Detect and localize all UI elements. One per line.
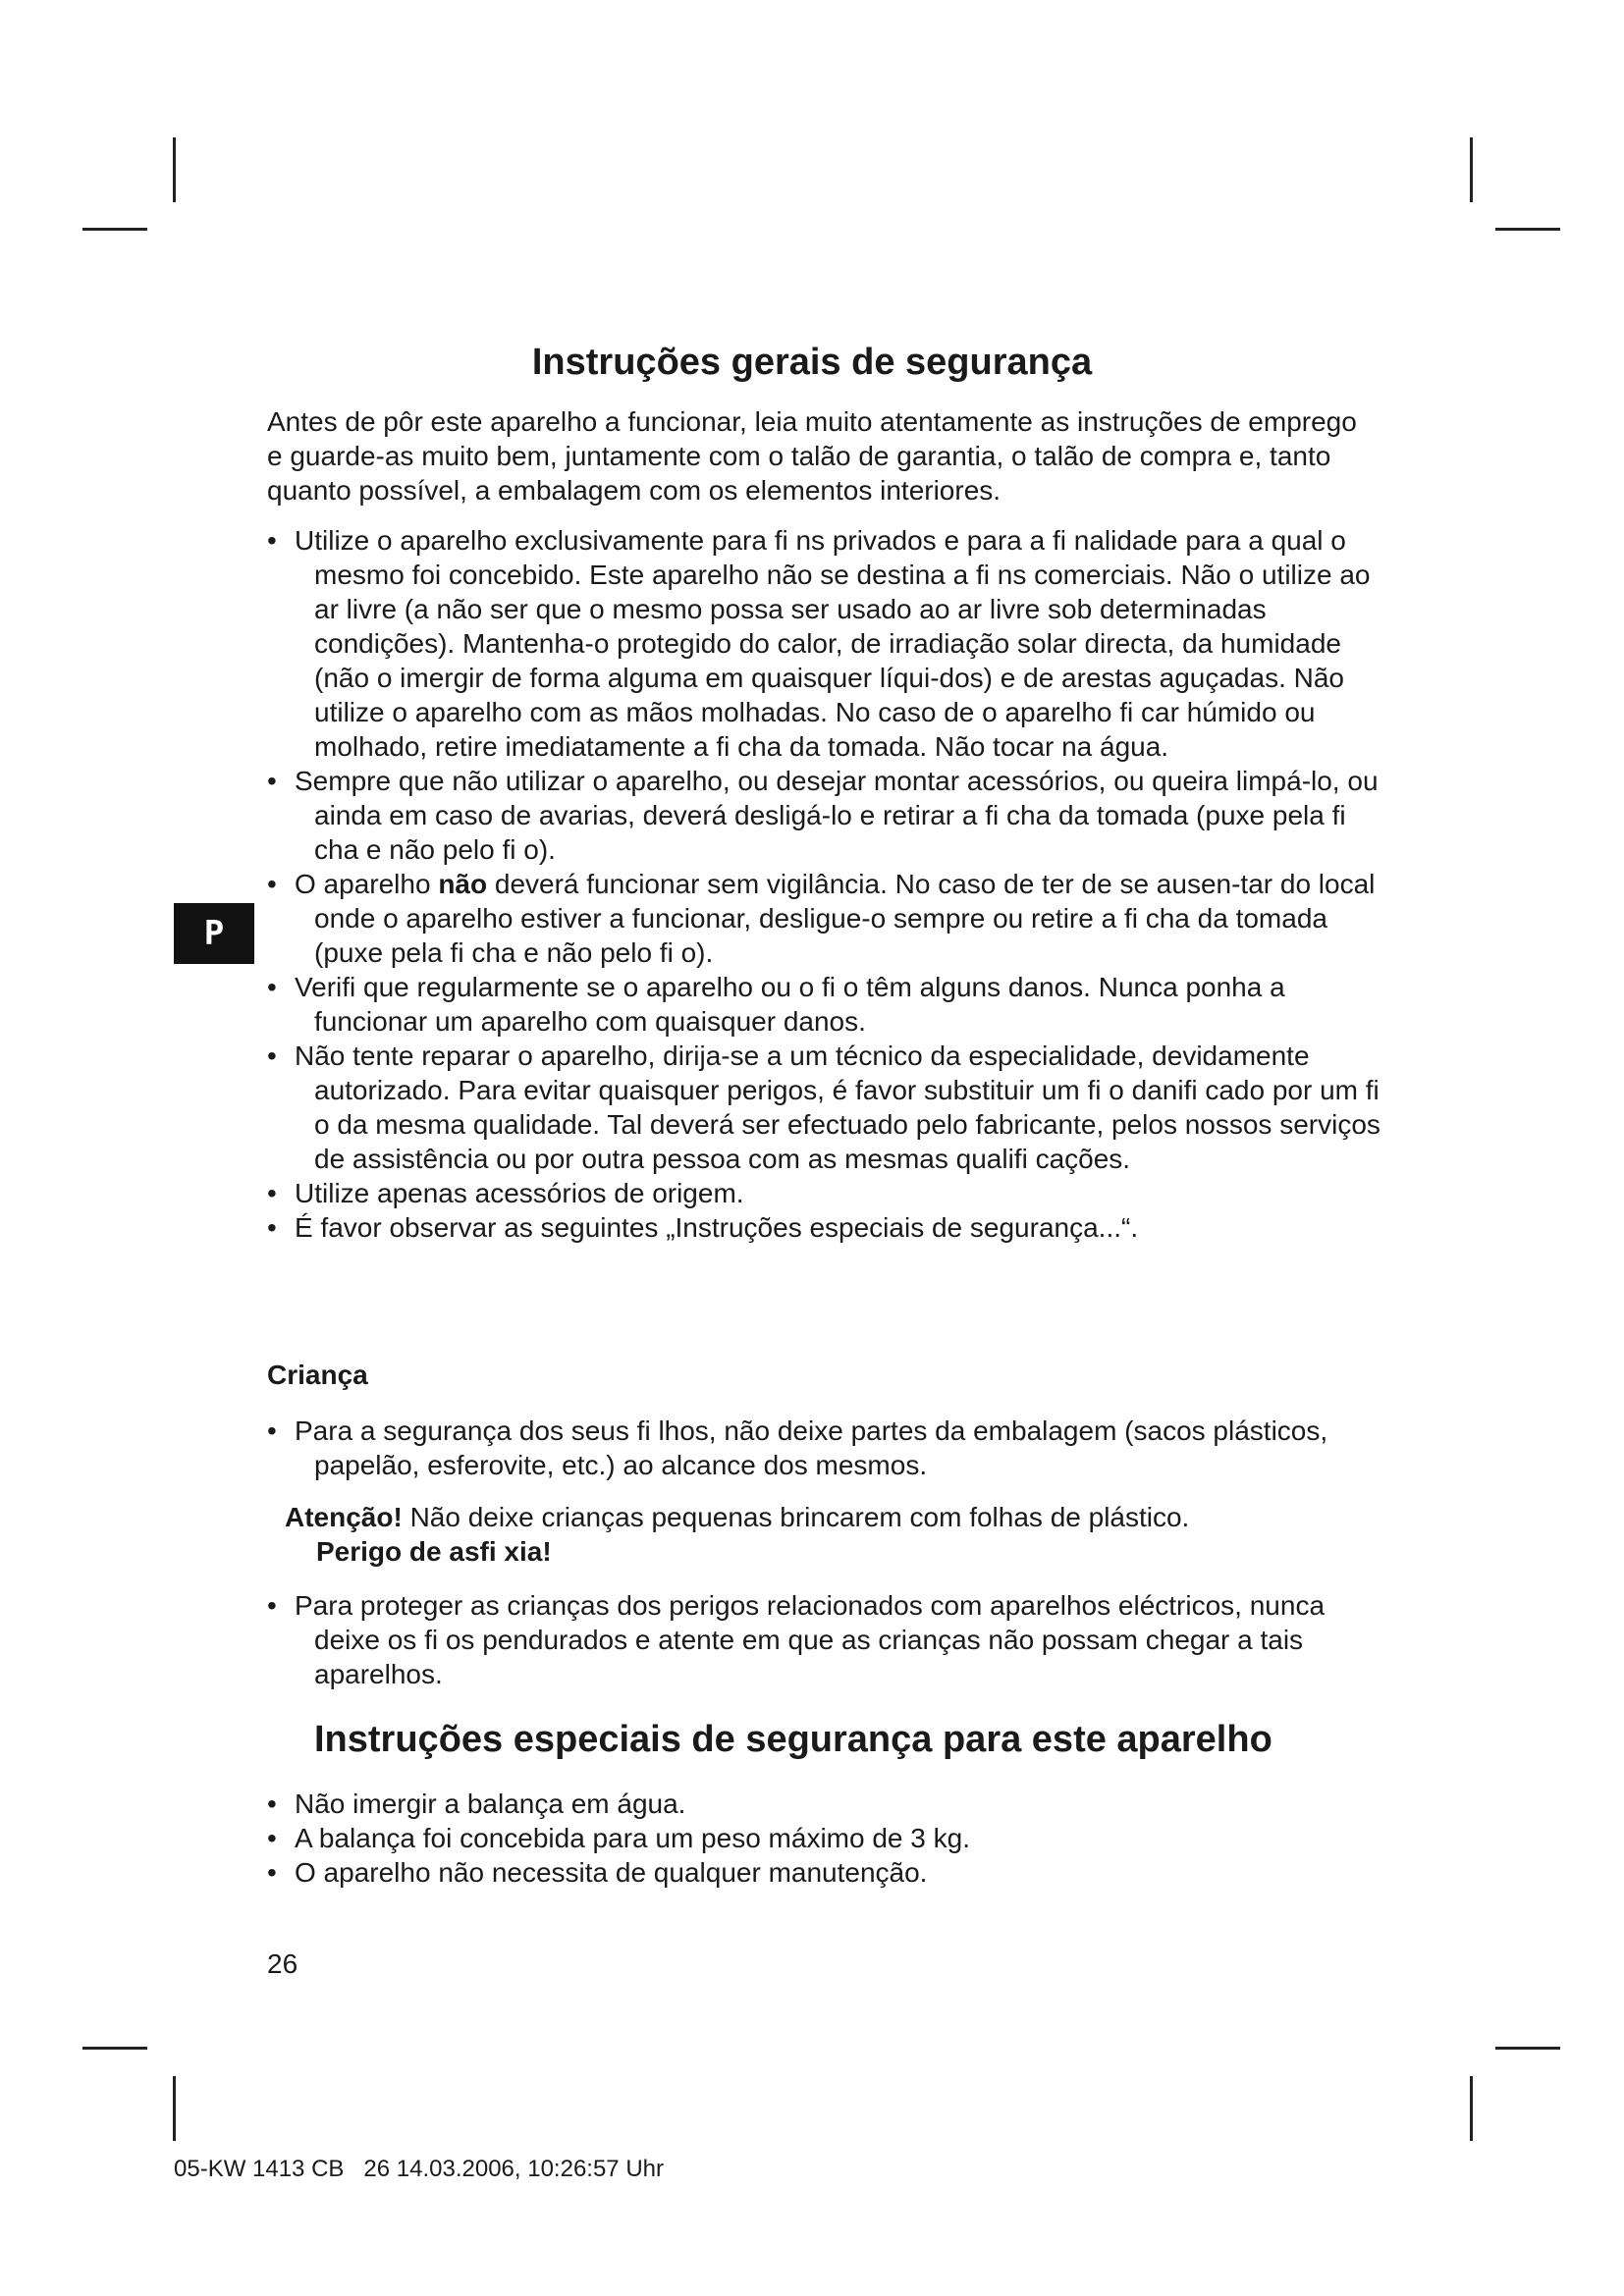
attention-note <box>285 1500 1396 1569</box>
crop-mark-top-right-horizontal <box>1495 228 1560 231</box>
page-title: Instruções gerais de segurança <box>531 342 1093 383</box>
list-item: • É favor observar as seguintes „Instruções especiais de segurança...“. <box>267 1210 1386 1245</box>
general-safety-list <box>267 523 1386 1245</box>
crop-mark-bottom-right-horizontal <box>1495 2047 1560 2050</box>
list-item: • Não tente reparar o aparelho, dirija-se a um técnico da especialidade, devidamente autorizado. Para evitar quaisquer perigos, é favor substituir um fi o danifi cado por um fi o da mesma qualidade. Tal deverá ser efectuado pelo fabricante, pelos nossos serviços de assistência ou por outra pessoa com as mesmas qualifi cações. <box>267 1039 1386 1176</box>
list-item: • Sempre que não utilizar o aparelho, ou desejar montar acessórios, ou queira limpá-lo, ou ainda em caso de avarias, deverá desligá-lo e retirar a fi cha da tomada (puxe pela fi cha e não pelo fi o). <box>267 764 1386 867</box>
crop-mark-bottom-left-horizontal <box>82 2047 147 2050</box>
list-item: • Utilize o aparelho exclusivamente para fi ns privados e para a fi nalidade para a qual o mesmo foi concebido. Este aparelho não se destina a fi ns comerciais. Não o utilize ao ar livre (a não ser que o mesmo possa ser usado ao ar livre sob determinadas condições). Mantenha-o protegido do calor, de irradiação solar directa, da humidade (não o imergir de forma alguma em quaisquer líqui-dos) e de arestas aguçadas. Não utilize o aparelho com as mãos molhadas. No caso de o aparelho fi car húmido ou molhado, retire imediatamente a fi cha da tomada. Não tocar na água. <box>267 523 1386 764</box>
intro-paragraph: Antes de pôr este aparelho a funcionar, leia muito atentamente as instruções de emprego e guarde-as muito bem, juntamente com o talão de garantia, o talão de compra e, tanto quanto possível, a embalagem com os elementos interiores. <box>267 406 1357 506</box>
print-footer: 05-KW 1413 CB 26 14.03.2006, 10:26:57 Uhr <box>174 2156 664 2182</box>
danger-text: Perigo de asfi xia! <box>316 1536 552 1567</box>
list-item: • Para proteger as crianças dos perigos relacionados com aparelhos eléctricos, nunca deixe os fi os pendurados e atente em que as crianças não possam chegar a tais aparelhos. <box>267 1588 1386 1691</box>
attention-text: Não deixe crianças pequenas brincarem com folhas de plástico. <box>402 1502 1190 1532</box>
list-item <box>267 867 1386 970</box>
special-instructions-list <box>267 1787 1386 1890</box>
child-safety-list-1 <box>267 1414 1386 1482</box>
list-item: • Para a segurança dos seus fi lhos, não deixe partes da embalagem (sacos plásticos, papelão, esferovite, etc.) ao alcance dos mesmos. <box>267 1414 1386 1482</box>
language-tab-marker: P <box>174 903 254 964</box>
bold-emphasis: não <box>438 869 488 899</box>
bullet-text: O aparelho <box>295 869 439 899</box>
child-section-heading: Criança <box>267 1360 368 1390</box>
crop-mark-top-left-horizontal <box>82 228 147 231</box>
attention-label: Atenção! <box>285 1502 403 1532</box>
list-item: • A balança foi concebida para um peso máximo de 3 kg. <box>267 1821 1386 1855</box>
list-item: • Verifi que regularmente se o aparelho ou o fi o têm alguns danos. Nunca ponha a funcionar um aparelho com quaisquer danos. <box>267 970 1386 1039</box>
crop-mark-bottom-right-vertical <box>1470 2076 1473 2141</box>
bullet-text: deverá funcionar sem vigilância. No caso de ter de se ausen-tar do local onde o aparelho estiver a funcionar, desligue-o sempre ou retire a fi cha da tomada (puxe pela fi cha e não pelo fi o). <box>314 869 1376 968</box>
crop-mark-bottom-left-vertical <box>173 2076 176 2141</box>
list-item: • Utilize apenas acessórios de origem. <box>267 1176 1386 1210</box>
page-number: 26 <box>267 1949 298 1979</box>
list-item: • Não imergir a balança em água. <box>267 1787 1386 1821</box>
child-safety-list-2 <box>267 1588 1386 1691</box>
crop-mark-top-right-vertical <box>1470 137 1473 202</box>
special-instructions-title: Instruções especiais de segurança para este aparelho <box>314 1719 1272 1760</box>
crop-mark-top-left-vertical <box>173 137 176 202</box>
list-item: • O aparelho não necessita de qualquer manutenção. <box>267 1855 1386 1890</box>
